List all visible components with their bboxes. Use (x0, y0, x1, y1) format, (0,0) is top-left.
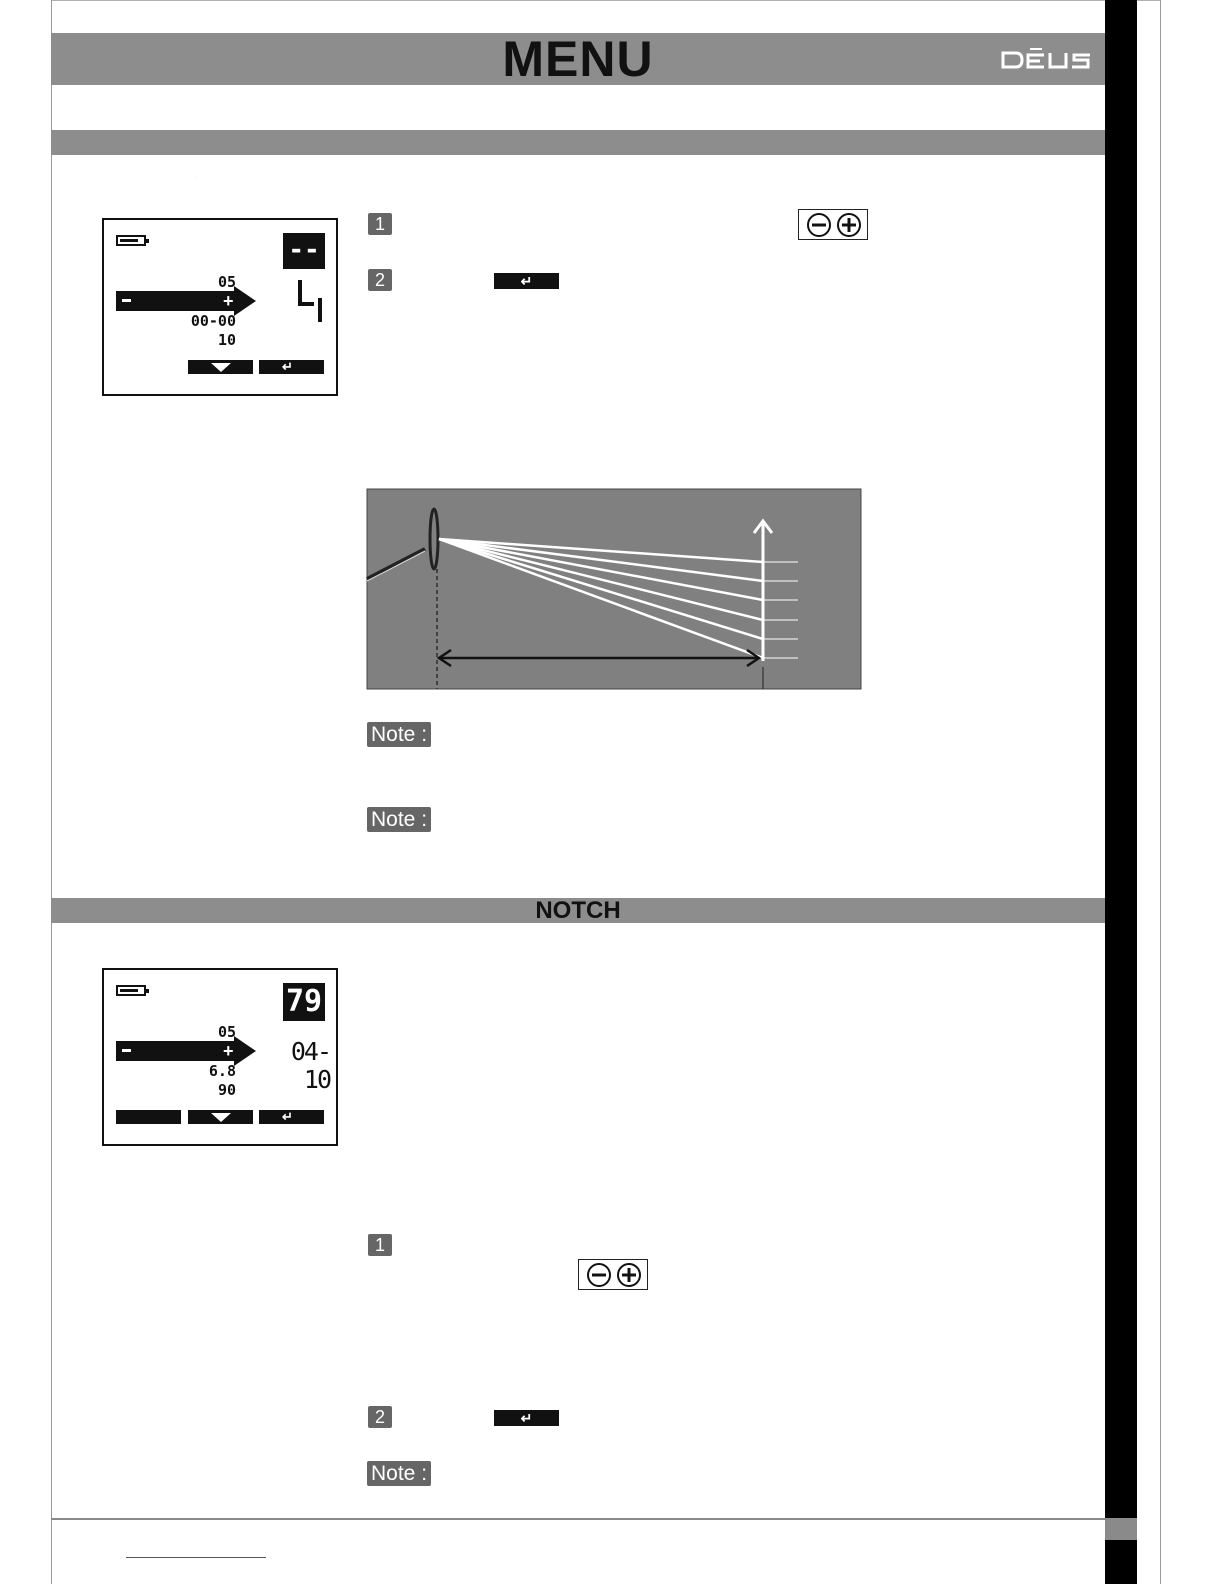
lcd-screen (102, 178, 338, 396)
lcd-side-display: 04-10 (290, 1037, 330, 1094)
lcd-level-bar (116, 1041, 234, 1061)
thumb-index-tab (1105, 1518, 1137, 1540)
minus-plus-keys (798, 209, 868, 240)
enter-key-icon: ↵ (494, 1410, 559, 1426)
lcd-big-display: 79 (283, 983, 325, 1021)
detection-depth-diagram (367, 489, 861, 689)
svg-text:4: 4 (196, 178, 197, 179)
enter-icon: ↵ (282, 359, 293, 374)
section-title: NOTCH (535, 897, 621, 924)
softkey-enter (259, 360, 324, 374)
brand-logo (1000, 47, 1094, 73)
section-band-notch (51, 898, 1105, 923)
section-band (51, 130, 1105, 155)
note-badge: Note : (367, 807, 431, 832)
step-badge: 2 (368, 1406, 392, 1428)
minus-plus-keys (578, 1259, 648, 1290)
lcd-value-top: 05 (217, 1023, 236, 1041)
footer-rule (51, 1518, 1105, 1520)
minus-icon (122, 299, 131, 302)
battery-icon (116, 235, 146, 246)
note-badge: Note : (367, 722, 431, 747)
softkey-blank (116, 1110, 181, 1124)
plus-icon: + (223, 1041, 234, 1061)
softkey-enter (259, 1110, 324, 1124)
page-header (51, 33, 1105, 85)
step-badge: 1 (368, 213, 392, 235)
thumb-index-bar (1105, 0, 1137, 1584)
lcd-screen-notch (102, 968, 338, 1146)
softkey-down (188, 1110, 253, 1124)
lcd-value-mid: 00-00 (190, 312, 236, 330)
battery-icon (116, 985, 146, 996)
step-badge: 1 (368, 1234, 392, 1256)
minus-icon (122, 1049, 131, 1052)
lcd-value-mid: 6.8 (208, 1062, 236, 1080)
page-frame-right (1160, 0, 1161, 1584)
lcd-big-display: -- (283, 233, 325, 269)
page-title: MENU (502, 31, 654, 87)
step-badge: 2 (368, 269, 392, 291)
lcd-value-bottom: 90 (217, 1081, 236, 1099)
down-arrow-icon (211, 1113, 231, 1122)
down-arrow-icon (211, 363, 231, 372)
lcd-value-bottom: 10 (217, 331, 236, 349)
lcd-bar-arrowhead (234, 1036, 256, 1066)
enter-key-icon: ↵ (494, 273, 559, 289)
note-badge: Note : (367, 1461, 431, 1486)
page-frame-top (51, 0, 1161, 1)
softkey-down (188, 360, 253, 374)
page-frame-left (51, 0, 52, 1584)
footer-link-underline[interactable] (126, 1557, 266, 1558)
lcd-bar-arrowhead (234, 286, 256, 316)
lcd-value-top: 05 (217, 273, 236, 291)
enter-icon: ↵ (282, 1109, 293, 1124)
plus-icon: + (223, 291, 234, 311)
lcd-level-bar (116, 291, 234, 311)
